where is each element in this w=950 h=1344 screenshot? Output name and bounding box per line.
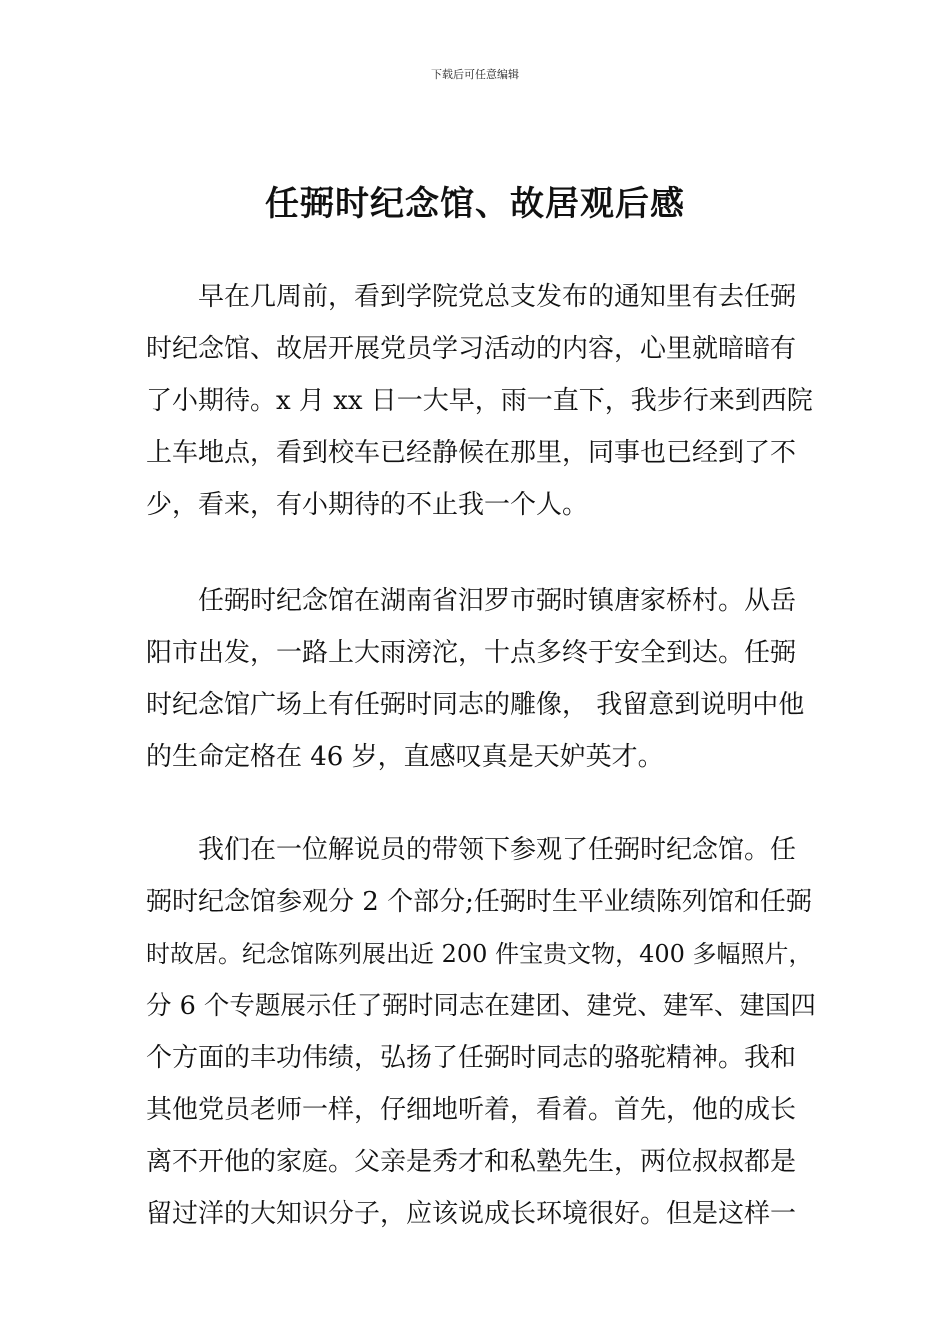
paragraph-line: 上车地点，看到校车已经静候在那里，同事也已经到了不 [146,438,797,468]
paragraph-line: 离不开他的家庭。父亲是秀才和私塾先生，两位叔叔都是 [146,1147,797,1177]
paragraph-line: 留过洋的大知识分子，应该说成长环境很好。但是这样一 [146,1199,797,1229]
paragraph-line: 任弼时纪念馆在湖南省汨罗市弼时镇唐家桥村。从岳 [198,586,797,616]
paragraph-line: 时纪念馆广场上有任弼时同志的雕像， 我留意到说明中他 [146,690,805,720]
paragraph-line: 我们在一位解说员的带领下参观了任弼时纪念馆。任 [198,835,797,865]
paragraph-line: 了小期待。x 月 xx 日一大早，雨一直下，我步行来到西院 [146,386,813,416]
paragraph-line: 个方面的丰功伟绩，弘扬了任弼时同志的骆驼精神。我和 [146,1043,797,1073]
paragraph-line: 其他党员老师一样，仔细地听着，看着。首先，他的成长 [146,1095,797,1125]
paragraph-line: 弼时纪念馆参观分 2 个部分;任弼时生平业绩陈列馆和任弼 [146,887,812,917]
header-note: 下载后可任意编辑 [431,68,519,81]
paragraph-line: 时纪念馆、故居开展党员学习活动的内容，心里就暗暗有 [146,334,797,364]
document-title: 任弼时纪念馆、故居观后感 [265,184,685,224]
paragraph-line: 时故居。纪念馆陈列展出近 200 件宝贵文物，400 多幅照片， [146,940,813,968]
paragraph-line: 分 6 个专题展示任了弼时同志在建团、建党、建军、建国四 [146,991,816,1021]
paragraph-line: 阳市出发，一路上大雨滂沱，十点多终于安全到达。任弼 [146,638,797,668]
paragraph-line: 早在几周前，看到学院党总支发布的通知里有去任弼 [198,282,797,312]
paragraph-line: 的生命定格在 46 岁，直感叹真是天妒英才。 [146,742,664,772]
paragraph-line: 少，看来，有小期待的不止我一个人。 [146,490,589,520]
